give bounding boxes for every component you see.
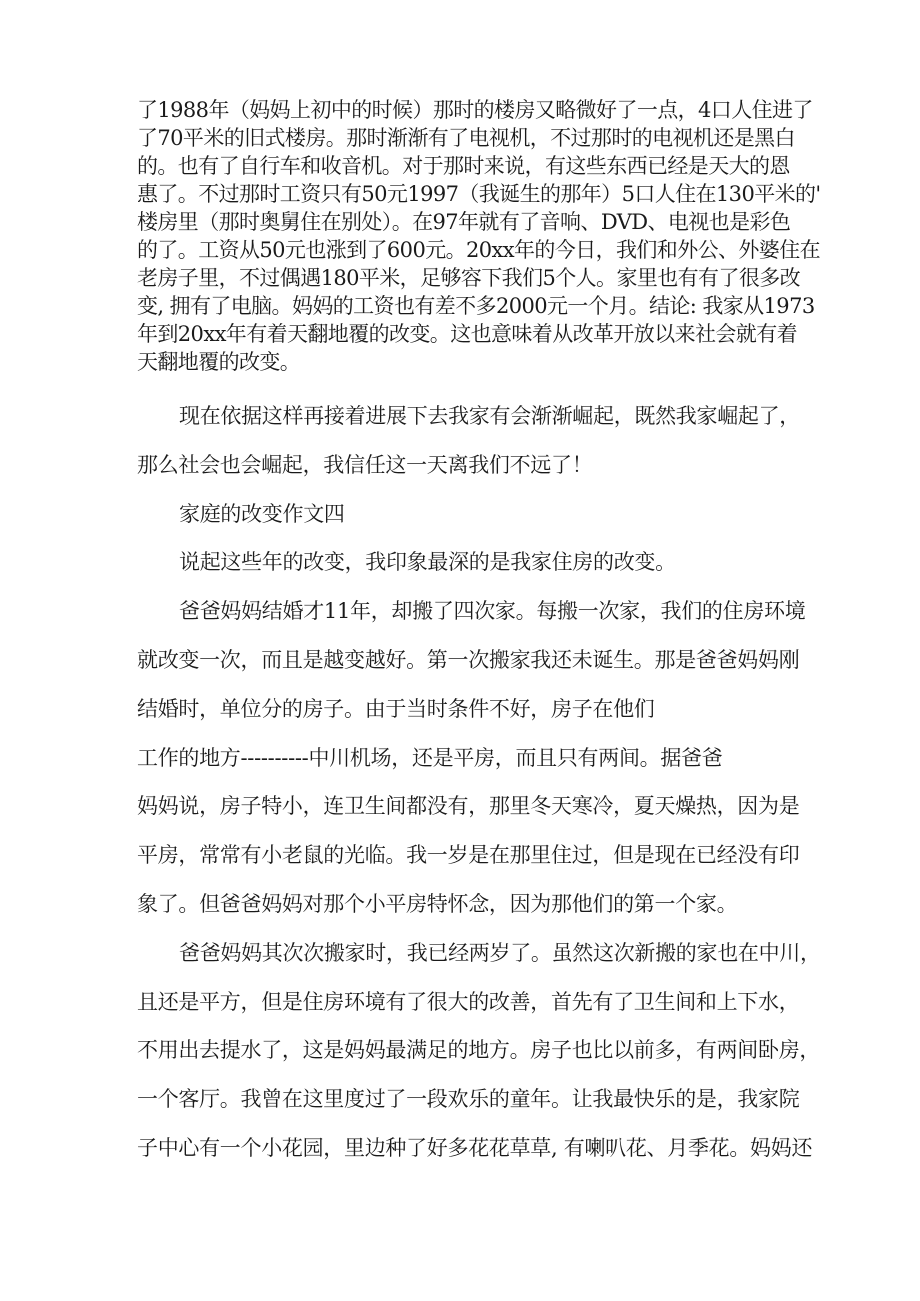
paragraph-4-line: 平房，常常有小老鼠的光临。我一岁是在那里住过，但是现在已经没有印 (137, 843, 800, 868)
paragraph-1-line: 天翻地覆的改变。 (137, 350, 301, 374)
paragraph-4-line: 妈妈说，房子特小，连卫生间都没有，那里冬天寒冷，夏天燥热，因为是 (137, 794, 800, 819)
paragraph-5 (137, 929, 821, 1173)
paragraph-1-line: 楼房里（那时奥舅住在别处）。在97年就有了音响、DVD、电视也是彩色 (137, 210, 791, 234)
paragraph-1-line: 老房子里，不过偶遇180平米，足够容下我们5个人。家里也有有了很多改 (137, 266, 801, 290)
paragraph-4-line: 象了。但爸爸妈妈对那个小平房特怀念，因为那他们的第一个家。 (137, 891, 738, 916)
paragraph-2-line: 现在依据这样再接着进展下去我家有会渐渐崛起，既然我家崛起了， (179, 404, 800, 428)
paragraph-1-line: 了1988年（妈妈上初中的时候）那时的楼房又略微好了一点，4口人住进了 (137, 98, 813, 122)
paragraph-1-line: 的了。工资从50元也涨到了600元。20xx年的今日，我们和外公、外婆住在 (137, 238, 821, 262)
paragraph-2 (137, 392, 800, 490)
paragraph-4-line: 工作的地方----------中川机场，还是平房，而且只有两间。据爸爸 (137, 745, 723, 770)
document-body (137, 392, 821, 1173)
paragraph-1 (137, 96, 821, 376)
paragraph-4-line: 结婚时，单位分的房子。由于当时条件不好，房子在他们 (137, 696, 655, 721)
paragraph-5-line: 爸爸妈妈其次次搬家时，我已经两岁了。虽然这次新搬的家也在中川， (179, 940, 821, 965)
document-page (137, 96, 821, 1173)
paragraph-1-line: 年到20xx年有着天翻地覆的改变。这也意味着从改革开放以来社会就有着 (137, 322, 798, 346)
paragraph-1-line: 了70平米的旧式楼房。那时渐渐有了电视机，不过那时的电视机还是黑白 (137, 126, 795, 150)
paragraph-5-line: 不用出去提水了，这是妈妈最满足的地方。房子也比以前多，有两间卧房， (137, 1038, 821, 1063)
paragraph-5-line: 一个客厅。我曾在这里度过了一段欢乐的童年。让我最快乐的是，我家院 (137, 1087, 800, 1112)
paragraph-3: 说起这些年的改变，我印象最深的是我家住房的改变。 (179, 550, 676, 575)
paragraph-4-line: 爸爸妈妈结婚才11年，却搬了四次家。每搬一次家，我们的住房环境 (179, 599, 806, 624)
paragraph-4-line: 就改变一次，而且是越变越好。第一次搬家我还未诞生。那是爸爸妈妈刚 (137, 647, 800, 672)
section-heading: 家庭的改变作文四 (179, 501, 345, 526)
paragraph-5-line: 子中心有一个小花园，里边种了好多花花草草, 有喇叭花、月季花。妈妈还 (137, 1135, 813, 1160)
paragraph-4 (137, 587, 806, 929)
paragraph-1-line: 变, 拥有了电脑。妈妈的工资也有差不多2000元一个月。结论: 我家从1973 (137, 294, 815, 318)
paragraph-1-line: 惠了。不过那时工资只有50元1997（我诞生的那年）5口人住在130平米的' (137, 182, 821, 206)
paragraph-2-line: 那么社会也会崛起，我信任这一天离我们不远了！ (137, 452, 593, 477)
paragraph-1-line: 的。也有了自行车和收音机。对于那时来说，有这些东西已经是天大的恩 (137, 154, 790, 178)
paragraph-5-line: 且还是平方，但是住房环境有了很大的改善，首先有了卫生间和上下水， (137, 989, 800, 1014)
